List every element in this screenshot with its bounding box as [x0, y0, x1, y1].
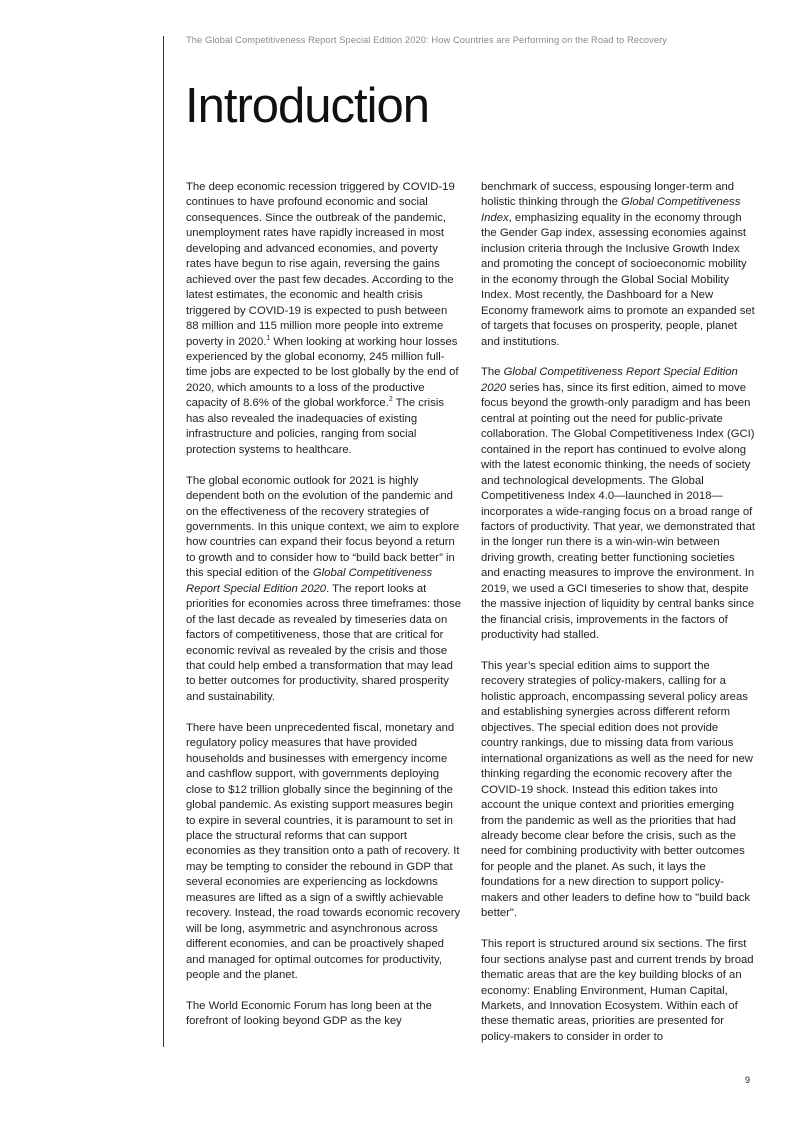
- paragraph: [481, 365, 756, 643]
- text-run: benchmark of success, espousing longer-term and holistic thinking through the: [481, 181, 735, 209]
- text-run: There have been unprecedented fiscal, monetary and regulatory policy measures that have provided households and businesses with emergency income and cashflow support, with governments deploying close to $12 trillion globally since the beginning of the global pandemic. As existing support measures begin to expire in several countries, it is paramount to set in place the structural reforms that can support economies as they transition onto a path of recovery. It may be tempting to consider the rebound in GDP that several economies are experiencing as lockdowns measures are lifted as a sign of a swiftly achievable recovery. Instead, the road towards economic recovery will be long, asymmetric and asynchronous across different economies, and can be proactively shaped and managed for optimal outcomes for productivity, people and the planet.: [186, 721, 461, 982]
- text-run: This year’s special edition aims to support the recovery strategies of policy-makers, calling for a holistic approach, encompassing several policy areas and establishing synergies across different reform objectives. The special edition does not provide country rankings, due to missing data from various international organizations as well as the need for new thinking regarding the economic recovery after the COVID-19 shock. Instead this edition takes into account the unique context and priorities emerging from the pandemic as well as the priorities that had already become clear before the crisis, such as the need for combining productivity with better outcomes for people and the planet. As such, it lays the foundations for a new direction to support policy-makers and other leaders to define how to "build back better".: [481, 660, 753, 920]
- text-run: The deep economic recession triggered by COVID-19 continues to have profound economic and social consequences. Since the outbreak of the pandemic, unemployment rates have rapidly increased in most developing and advanced economies, and poverty rates have begun to rise again, reversing the gains achieved over the past few decades. According to the latest estimates, the economic and health crisis triggered by COVID-19 is expected to push between 88 million and 115 million more people into extreme poverty in 2020.: [186, 181, 455, 348]
- text-run: , emphasizing equality in the economy through the Gender Gap index, assessing economies against inclusion criteria through the Inclusive Growth Index and promoting the concept of socioeconomic mobility in the economy through the Global Social Mobility Index. Most recently, the Dashboard for a New Economy framework aims to promote an expanded set of targets that focuses on prosperity, people, planet and institutions.: [481, 211, 755, 348]
- body-column-left: [186, 180, 461, 1045]
- text-run: series has, since its first edition, aimed to move focus beyond the growth-only paradigm and has been central at pointing out the need for public-private collaboration. The Global Competitiveness Index (GCI) contained in the report has continued to evolve along with the latest economic thinking, the needs of society and technological developments. The Global Competitiveness Index 4.0—launched in 2018—incorporates a wide-ranging focus on a broad range of factors of productivity. That year, we demonstrated that in the longer run there is a win-win-win between driving growth, creating better functioning societies and enacting measures to improve the environment. In 2019, we used a GCI timeseries to show that, despite the massive injection of liquidity by central banks since the financial crisis, improvements in the factors of productivity had stalled.: [481, 381, 755, 642]
- text-run: The crisis has also revealed the inadequacies of existing infrastructure and policies, ranging from social protection systems to healthcare.: [186, 397, 445, 456]
- text-run: The World Economic Forum has long been at the forefront of looking beyond GDP as the key: [186, 999, 432, 1028]
- margin-rule: [163, 36, 164, 1047]
- paragraph: [186, 474, 461, 706]
- paragraph: [481, 659, 756, 922]
- text-run: The: [481, 366, 504, 379]
- italic-text: Global Competitiveness Report Special Edition 2020: [481, 366, 738, 394]
- page-number: 9: [745, 1075, 751, 1085]
- footnote-ref: 2: [388, 396, 393, 404]
- italic-text: Global Competitiveness Report Special Edition 2020: [186, 567, 433, 595]
- paragraph: [481, 937, 756, 1045]
- body-column-right: [481, 180, 756, 1061]
- paragraph: [186, 721, 461, 984]
- text-run: This report is structured around six sections. The first four sections analyse past and current trends by broad thematic areas that are the key building blocks of an economy: Enabling Environment, Human Capital, Markets, and Innovation Ecosystem. Within each of these thematic areas, priorities are presented for policy-makers to consider in order to: [481, 938, 754, 1043]
- text-run: When looking at working hour losses experienced by the global economy, 245 million full-time jobs are expected to be lost globally by the end of 2020, which amounts to a loss of the productive capacity of 8.6% of the global workforce.: [186, 335, 459, 410]
- paragraph: [186, 999, 461, 1030]
- text-run: The global economic outlook for 2021 is highly dependent both on the evolution of the pandemic and on the effectiveness of the recovery strategies of governments. In this unique context, we aim to explore how countries can expand their focus beyond a return to growth and to consider how to “build back better” in this special edition of the: [186, 474, 460, 580]
- text-run: . The report looks at priorities for economies across three timeframes: those of the last decade as revealed by timeseries data on factors of competitiveness, those that are critical for economic revival as revealed by the crisis and those that could help embed a transformation that may lead to better outcomes for productivity, shared prosperity and sustainability.: [186, 582, 461, 703]
- italic-text: Global Competitiveness Index: [481, 196, 741, 224]
- paragraph: [186, 180, 461, 458]
- page-title: Introduction: [185, 79, 430, 133]
- paragraph: [481, 180, 756, 350]
- running-header: The Global Competitiveness Report Special Edition 2020: How Countries are Performing on the Road to Recovery: [186, 35, 668, 45]
- footnote-ref: 1: [266, 334, 271, 342]
